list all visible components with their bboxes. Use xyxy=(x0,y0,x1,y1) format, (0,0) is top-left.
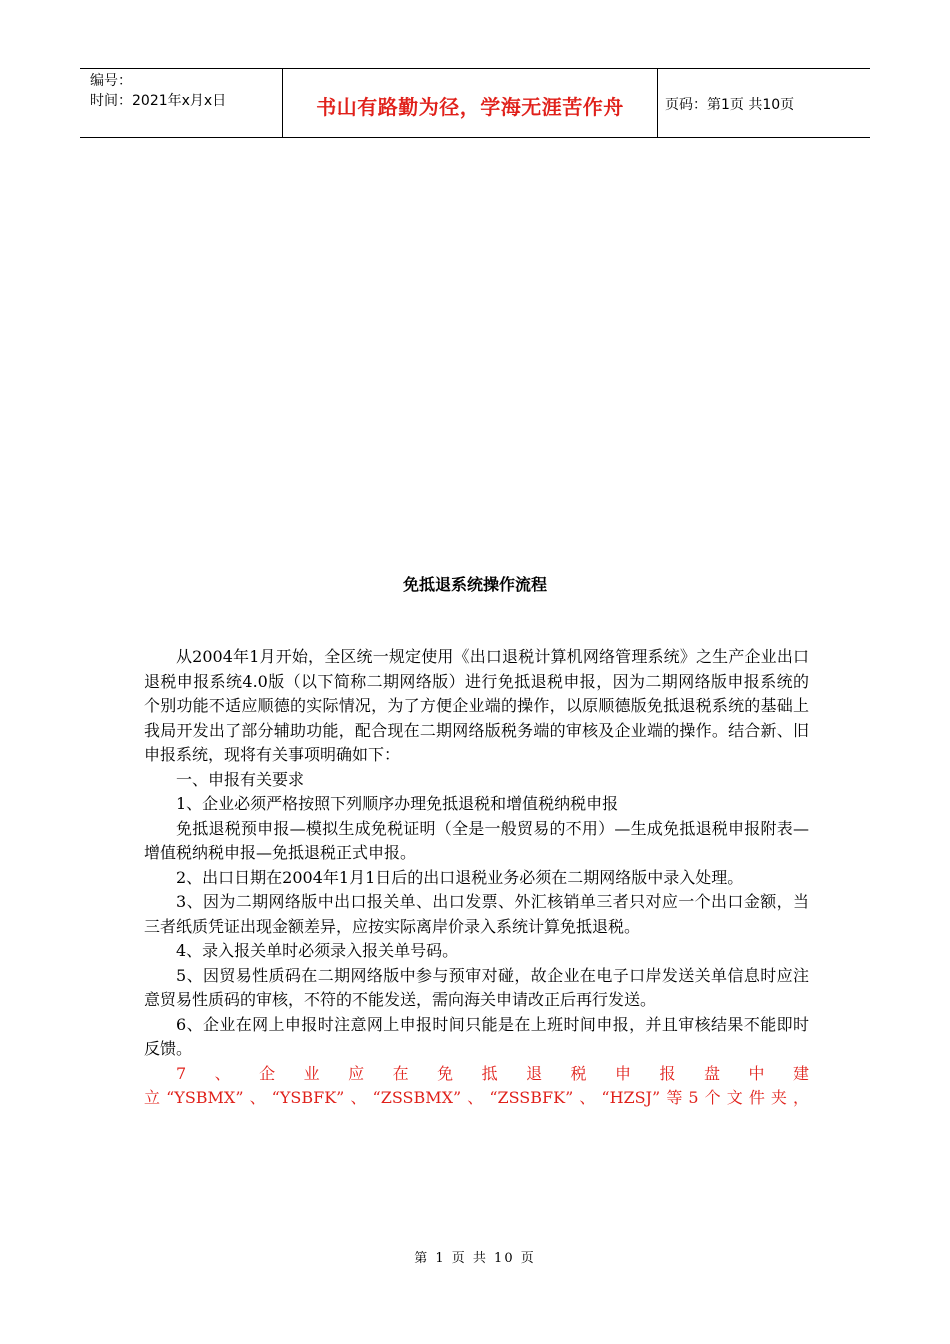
body-paragraph: 5、因贸易性质码在二期网络版中参与预审对碰，故企业在电子口岸发送关单信息时应注意贸易性质码的审核，不符的不能发送，需向海关申请改正后再行发送。 xyxy=(144,965,809,1009)
body-paragraph: 6、企业在网上申报时注意网上申报时间只能是在上班时间申报，并且审核结果不能即时反馈。 xyxy=(144,1014,809,1058)
body-paragraph: 4、录入报关单时必须录入报关单号码。 xyxy=(176,941,459,960)
body-paragraph: 1、企业必须严格按照下列顺序办理免抵退税和增值税纳税申报 xyxy=(176,794,619,813)
document-number-label: 编号： xyxy=(90,73,132,89)
header-page-code: 页码：第1页 共10页 xyxy=(665,97,795,113)
section-heading: 一、申报有关要求 xyxy=(176,769,305,789)
highlighted-paragraph: 7、企业应在免抵退税申报盘中建立“YSBMX”、“YSBFK”、“ZSSBMX”、“ZSSBFK”、“HZSJ”等5个文件夹， xyxy=(144,1063,809,1107)
page-footer: 第 1 页 共 10 页 xyxy=(414,1251,536,1266)
body-paragraph: 2、出口日期在2004年1月1日后的出口退税业务必须在二期网络版中录入处理。 xyxy=(176,867,744,887)
page-header xyxy=(80,68,870,138)
document-title: 免抵退系统操作流程 xyxy=(402,575,547,594)
header-motto: 书山有路勤为径，学海无涯苦作舟 xyxy=(316,95,624,119)
body-paragraph: 3、因为二期网络版中出口报关单、出口发票、外汇核销单三者只对应一个出口金额，当三者纸质凭证出现金额差异，应按实际离岸价录入系统计算免抵退税。 xyxy=(144,892,809,936)
body-paragraph: 免抵退税预申报—模拟生成免税证明（全是一般贸易的不用）—生成免抵退税申报附表—增值税纳税申报—免抵退税正式申报。 xyxy=(144,818,809,862)
header-meta xyxy=(80,69,282,137)
document-body xyxy=(144,645,809,1111)
header-motto-cell xyxy=(282,69,658,137)
body-paragraph: 从2004年1月开始，全区统一规定使用《出口退税计算机网络管理系统》之生产企业出口退税申报系统4.0版（以下简称二期网络版）进行免抵退税申报，因为二期网络版申报系统的个别功能不适应顺德的实际情况，为了方便企业端的操作，以原顺德版免抵退税系统的基础上我局开发出了部分辅助功能，配合现在二期网络版税务端的审核及企业端的操作。结合新、旧申报系统，现将有关事项明确如下： xyxy=(144,647,809,764)
header-page-cell xyxy=(657,69,870,137)
document-time-label: 时间：2021年x月x日 xyxy=(90,93,227,109)
